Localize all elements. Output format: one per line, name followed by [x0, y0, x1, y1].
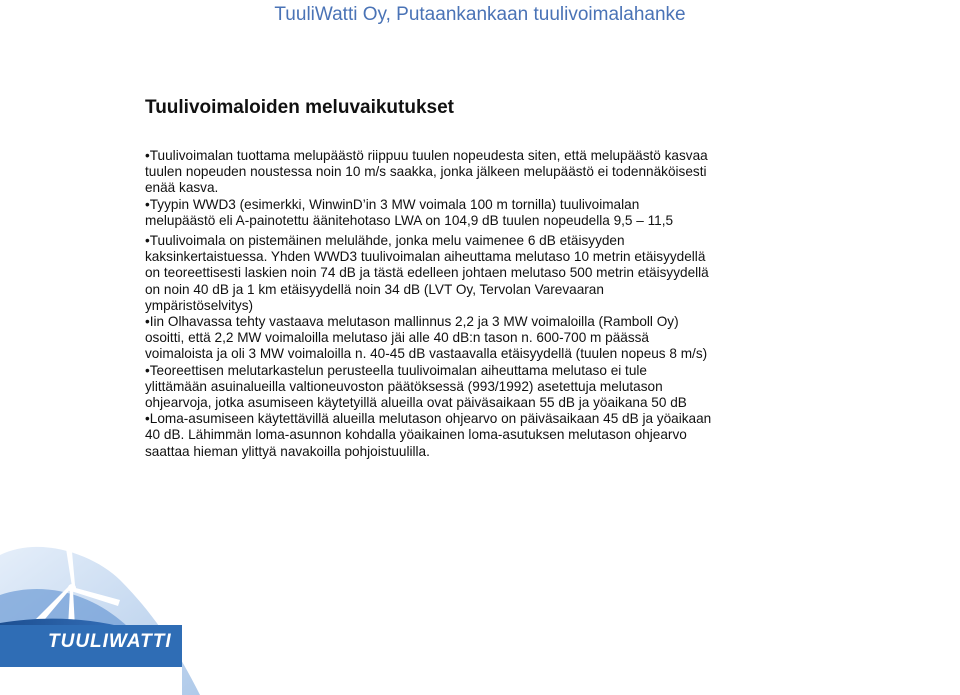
text-line: on teoreettisesti laskien noin 74 dB ja tästä edelleen johtaen melutaso 500 metrin etäisyydellä: [145, 265, 709, 281]
text-line: •Tuulivoimalan tuottama melupäästö riippuu tuulen nopeudesta siten, että melupäästö kasvaa: [145, 148, 708, 163]
text-line: enää kasva.: [145, 180, 219, 196]
paragraph-holiday-homes: [145, 411, 795, 460]
text-line: ylittämään asuinalueilla valtioneuvoston päätöksessä (993/1992) asetettuja melutason: [145, 378, 663, 394]
text-line: on noin 40 dB ja 1 km etäisyydellä noin 34 dB (LVT Oy, Tervolan Varevaaran: [145, 281, 604, 297]
text-line: •Iin Olhavassa tehty vastaava melutason mallinnus 2,2 ja 3 MW voimaloilla (Ramboll Oy): [145, 314, 679, 330]
text-line: tuulen nopeuden noustessa noin 10 m/s saakka, jonka jälkeen melupäästö ei todennäköisesti: [145, 164, 707, 180]
text-line: melupäästö eli A-painotettu äänitehotaso LWA on 104,9 dB tuulen nopeudella 9,5 – 11,5: [145, 212, 674, 228]
text-line: •Tyypin WWD3 (esimerkki, WinwinD’in 3 MW voimala 100 m tornilla) tuulivoimalan: [145, 196, 640, 212]
text-line: kaksinkertaistuessa. Yhden WWD3 tuulivoimalan aiheuttama melutaso 10 metrin etäisyydellä: [145, 249, 706, 265]
header-title: TuuliWatti Oy, Putaankankaan tuulivoimalahanke: [274, 4, 686, 25]
text-line: osoitti, että 2,2 MW voimaloilla melutaso jäi alle 40 dB:n tason n. 600-700 m päässä: [145, 330, 649, 346]
text-line: ympäristöselvitys): [145, 297, 254, 313]
paragraph-guideline-values: [145, 363, 795, 412]
wind-turbine-logo-icon: [0, 495, 200, 695]
text-line: •Loma-asumiseen käytettävillä alueilla melutason ohjearvo on päiväsaikaan 45 dB ja yöaikaan: [145, 411, 712, 427]
text-line: voimaloista ja oli 3 MW voimaloilla n. 40-45 dB vastaavalla etäisyydellä (tuulen nopeus 8 m/s): [145, 346, 708, 362]
text-line: •Tuulivoimala on pistemäinen melulähde, jonka melu vaimenee 6 dB etäisyyden: [145, 233, 625, 249]
logo-wordmark: TUULIWATTI: [48, 631, 172, 652]
paragraph-wwd3-emission: [145, 197, 795, 229]
paragraph-olhava-model: [145, 314, 795, 363]
slide-body: [145, 148, 795, 460]
paragraph-noise-wind-speed: [145, 148, 795, 197]
text-line: 40 dB. Lähimmän loma-asunnon kohdalla yöaikainen loma-asutuksen melutason ohjearvo: [145, 427, 687, 443]
text-line: saattaa hieman ylittyä navakoilla pohjoistuulilla.: [145, 443, 430, 459]
text-line: •Teoreettisen melutarkastelun perusteella tuulivoimalan aiheuttama melutaso ei tule: [145, 362, 647, 378]
slide-title: Tuulivoimaloiden meluvaikutukset: [145, 97, 454, 118]
paragraph-point-source: [145, 233, 795, 314]
text-line: ohjearvoja, jotka asumiseen käytetyillä alueilla ovat päiväsaikaan 55 dB ja yöaikana 50 dB: [145, 395, 687, 411]
